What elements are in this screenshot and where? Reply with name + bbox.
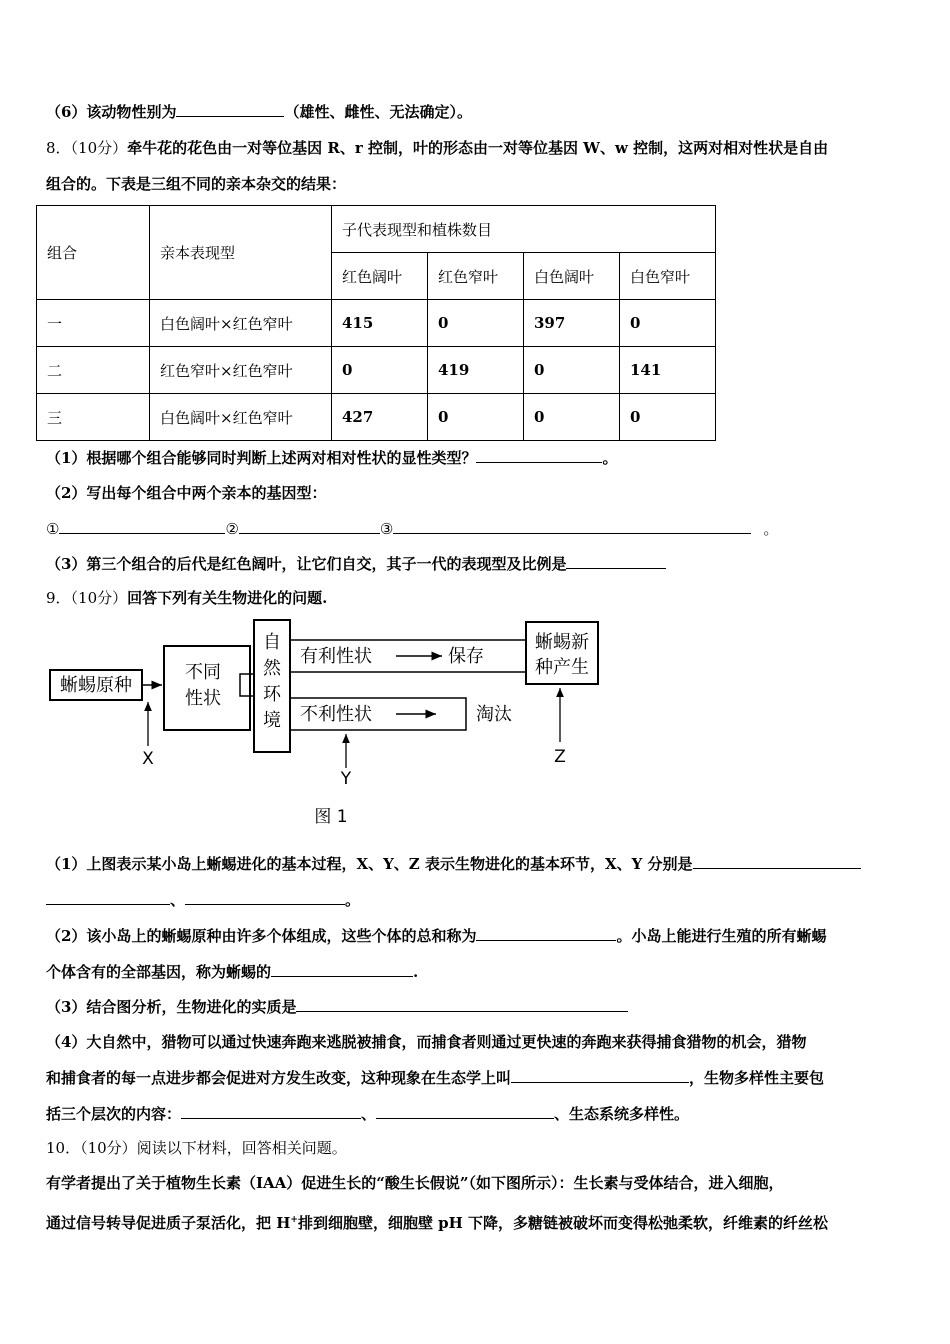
table-row xyxy=(37,300,716,347)
answer-blank[interactable] xyxy=(296,997,628,1012)
count-cell: 397 xyxy=(524,300,620,347)
count-cell: 0 xyxy=(428,300,524,347)
answer-blank[interactable] xyxy=(476,448,602,463)
answer-blank[interactable] xyxy=(376,1104,554,1119)
group-cell: 三 xyxy=(37,394,150,441)
answer-blank[interactable] xyxy=(476,926,616,941)
q9-stem: 9．（10分）回答下列有关生物进化的问题. xyxy=(46,589,328,607)
answer-blank[interactable] xyxy=(271,962,413,977)
q9-sub2a: （2）该小岛上的蜥蜴原种由许多个体组成，这些个体的总和称为 。小岛上能进行生殖的所有蜥蜴 xyxy=(46,927,827,945)
count-cell: 419 xyxy=(428,347,524,394)
parents-cell: 红色窄叶×红色窄叶 xyxy=(150,347,332,394)
q8-sub2-blanks: ① ② ③ 。 xyxy=(46,520,779,538)
subheader-cell: 红色阔叶 xyxy=(332,253,428,300)
count-cell: 0 xyxy=(524,394,620,441)
group-cell: 一 xyxy=(37,300,150,347)
answer-blank[interactable] xyxy=(393,519,751,534)
answer-blank[interactable] xyxy=(693,854,861,869)
subheader-cell: 白色窄叶 xyxy=(620,253,716,300)
count-cell: 141 xyxy=(620,347,716,394)
count-cell: 0 xyxy=(428,394,524,441)
q9-sub4b: 和捕食者的每一点进步都会促进对方发生改变，这种现象在生态学上叫 ，生物多样性主要包 xyxy=(46,1069,825,1087)
env-char: 环 xyxy=(263,684,281,705)
count-cell: 0 xyxy=(620,300,716,347)
q8-sub1: （1）根据哪个组合能够同时判断上述两对相对性状的显性类型？ 。 xyxy=(46,449,618,467)
subheader-cell: 红色窄叶 xyxy=(428,253,524,300)
cross-results-table xyxy=(36,205,716,441)
answer-blank[interactable] xyxy=(239,519,380,534)
q9-sub2b: 个体含有的全部基因，称为蜥蜴的 . xyxy=(46,963,419,981)
new-species-label-2: 种产生 xyxy=(535,657,589,678)
q7-6-line: （6）该动物性别为 （雄性、雌性、无法确定）。 xyxy=(46,103,472,121)
subheader-cell: 白色阔叶 xyxy=(524,253,620,300)
parents-cell: 白色阔叶×红色窄叶 xyxy=(150,394,332,441)
eliminate-label: 淘汰 xyxy=(476,704,512,725)
x-label: X xyxy=(142,749,154,769)
count-cell: 415 xyxy=(332,300,428,347)
q8-stem-line2: 组合的。下表是三组不同的亲本杂交的结果： xyxy=(46,175,347,193)
q10-stem: 10．（10分）阅读以下材料，回答相关问题。 xyxy=(46,1139,347,1157)
q9-sub4a: （4）大自然中，猎物可以通过快速奔跑来逃脱被捕食，而捕食者则通过更快速的奔跑来获得捕食猎物的机会，猎物 xyxy=(46,1033,807,1051)
env-char: 境 xyxy=(263,710,281,731)
count-cell: 0 xyxy=(332,347,428,394)
q10-para2: 通过信号转导促进质子泵活化，把 H+排到细胞壁，细胞壁 pH 下降，多糖链被破坏而变得松弛柔软，纤维素的纤丝松 xyxy=(46,1214,829,1232)
env-char: 自 xyxy=(263,632,281,653)
q9-sub1b: 、 。 xyxy=(46,890,360,910)
z-label: Z xyxy=(554,747,566,767)
count-cell: 0 xyxy=(620,394,716,441)
answer-blank[interactable] xyxy=(511,1068,689,1083)
traits-label-1: 不同 xyxy=(185,662,221,683)
answer-blank[interactable] xyxy=(59,519,225,534)
unfavorable-label: 不利性状 xyxy=(300,704,372,725)
q9-sub3: （3）结合图分析，生物进化的实质是 xyxy=(46,997,628,1017)
table-row xyxy=(37,347,716,394)
parents-cell: 白色阔叶×红色窄叶 xyxy=(150,300,332,347)
header-offspring: 子代表现型和植株数目 xyxy=(332,206,716,253)
answer-blank[interactable] xyxy=(566,554,666,569)
new-species-label-1: 蜥蜴新 xyxy=(535,632,589,653)
connector xyxy=(240,674,254,696)
answer-blank[interactable] xyxy=(181,1104,361,1119)
keep-label: 保存 xyxy=(448,646,484,667)
y-label: Y xyxy=(340,769,352,789)
q10-para1: 有学者提出了关于植物生长素（IAA）促进生长的“酸生长假说”（如下图所示）：生长素与受体结合，进入细胞， xyxy=(46,1174,784,1192)
q8-sub3: （3）第三个组合的后代是红色阔叶，让它们自交，其子一代的表现型及比例是 xyxy=(46,554,666,574)
answer-blank[interactable] xyxy=(185,890,345,905)
traits-label-2: 性状 xyxy=(185,688,221,709)
figure-caption: 图 1 xyxy=(314,807,348,827)
answer-blank[interactable] xyxy=(46,890,170,905)
q9-sub1a: （1）上图表示某小岛上蜥蜴进化的基本过程，X、Y、Z 表示生物进化的基本环节，X、Y 分别是 xyxy=(46,854,861,874)
favorable-label: 有利性状 xyxy=(300,646,372,667)
count-cell: 427 xyxy=(332,394,428,441)
header-group: 组合 xyxy=(37,206,150,300)
env-char: 然 xyxy=(263,658,281,679)
q8-stem-line1: 8．（10分）牵牛花的花色由一对等位基因 R、r 控制，叶的形态由一对等位基因 W、w 控制，这两对相对性状是自由 xyxy=(46,139,829,157)
answer-blank[interactable] xyxy=(176,102,284,117)
count-cell: 0 xyxy=(524,347,620,394)
header-parents: 亲本表现型 xyxy=(150,206,332,300)
q8-sub2: （2）写出每个组合中两个亲本的基因型： xyxy=(46,484,327,502)
evolution-flow-diagram xyxy=(46,618,646,830)
origin-label: 蜥蜴原种 xyxy=(60,675,132,696)
q9-sub4c: 括三个层次的内容： 、 、生态系统多样性。 xyxy=(46,1105,690,1123)
group-cell: 二 xyxy=(37,347,150,394)
table-row xyxy=(37,394,716,441)
